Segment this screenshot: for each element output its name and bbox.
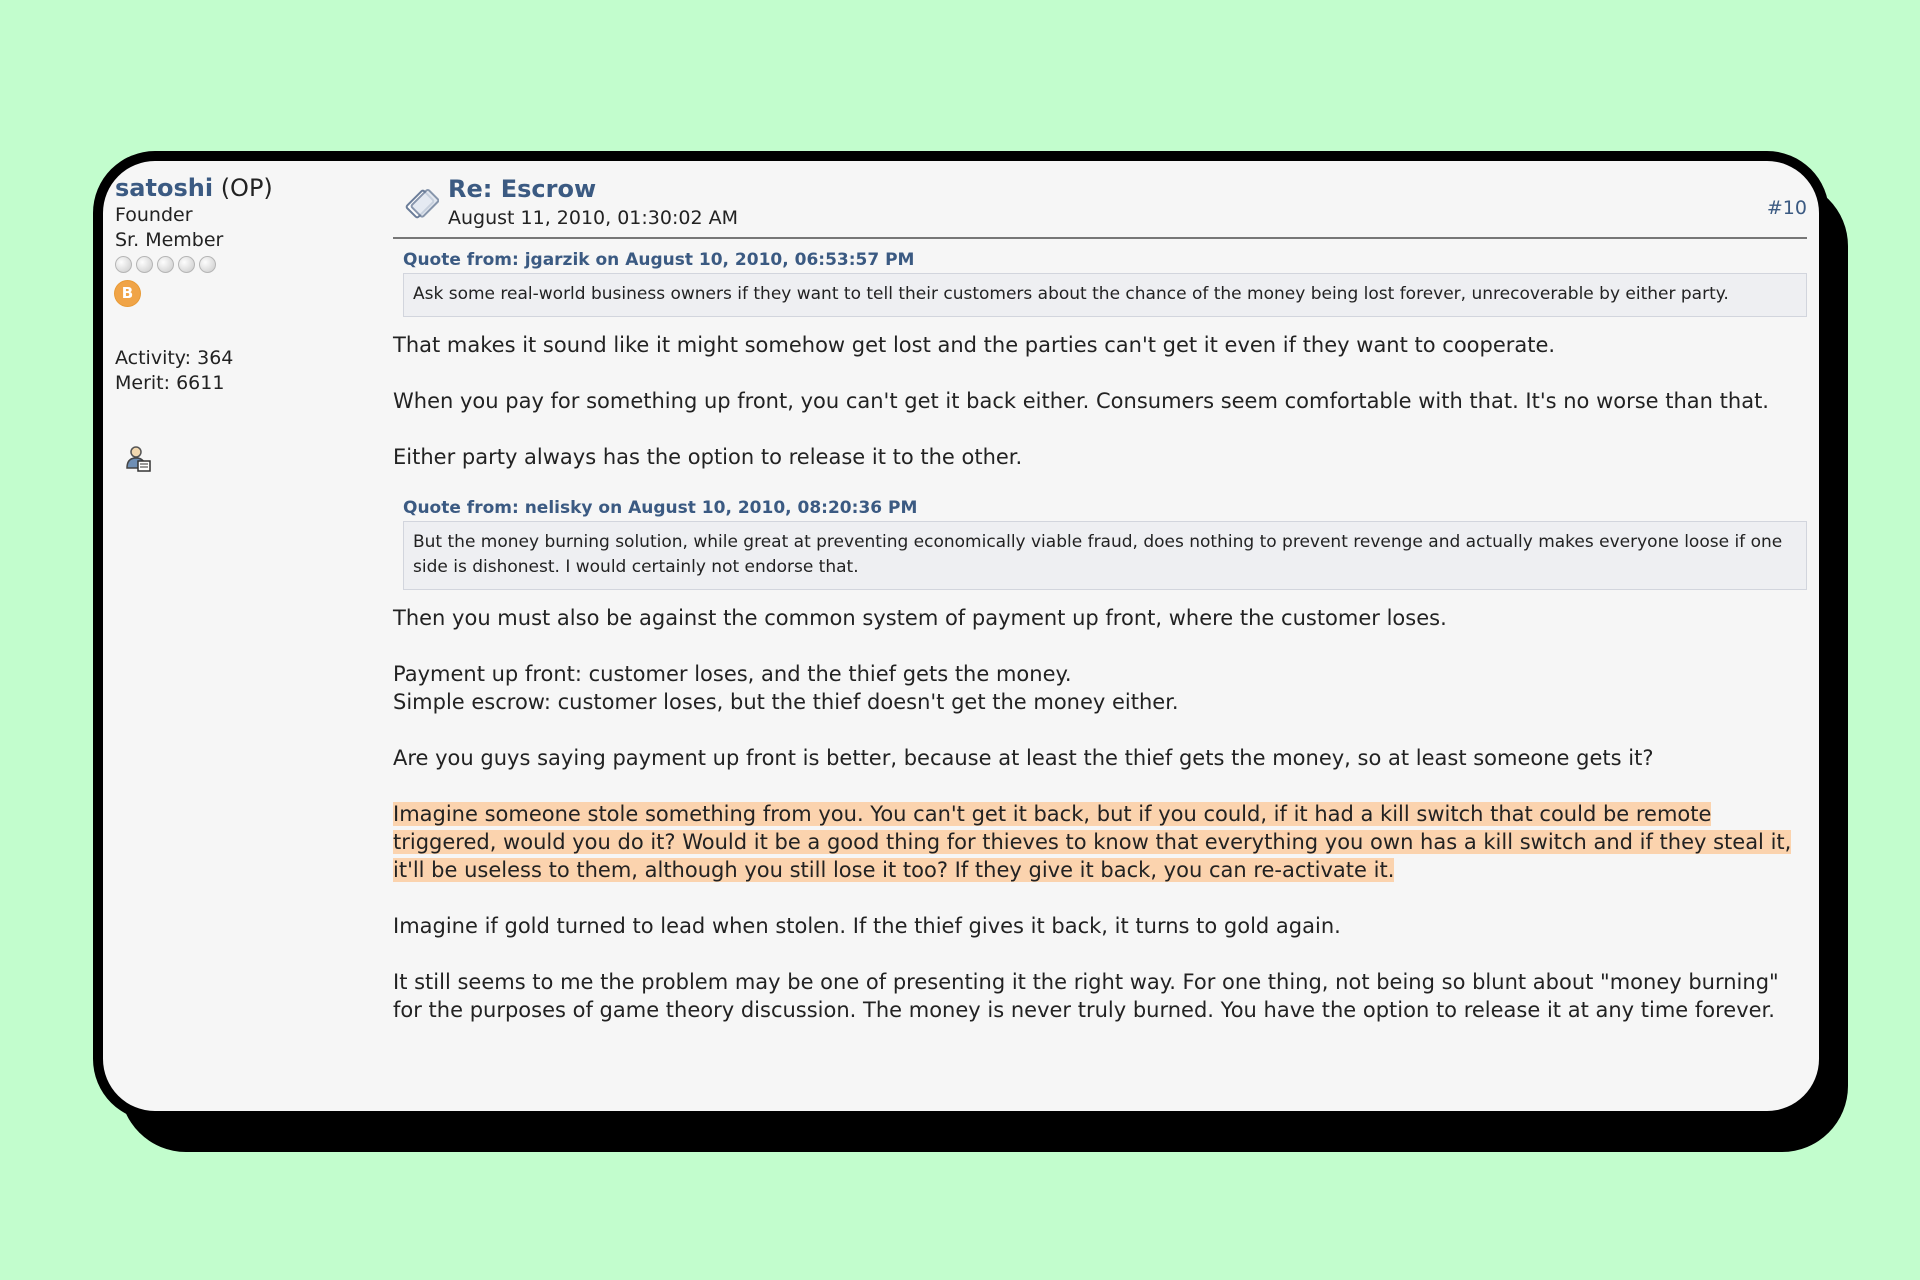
post-number-link[interactable]: #10	[1766, 197, 1807, 219]
quote-box: Ask some real-world business owners if they want to tell their customers about the chance of the money being lost forever, unrecoverable by either party.	[403, 273, 1807, 317]
post-paragraph: Then you must also be against the common system of payment up front, where the customer loses.	[393, 606, 1447, 630]
post-paragraph: Imagine if gold turned to lead when stolen. If the thief gives it back, it turns to gold again.	[393, 914, 1341, 938]
post-title-link[interactable]: Re: Escrow	[448, 175, 597, 203]
poster-member-level: Sr. Member	[115, 229, 224, 251]
rank-star-icon	[157, 256, 174, 273]
post-paragraph: Are you guys saying payment up front is better, because at least the thief gets the money, so at least someone gets it?	[393, 746, 1654, 770]
post-paragraph: That makes it sound like it might somehow get lost and the parties can't get it even if they want to cooperate.	[393, 333, 1556, 357]
poster-info	[115, 173, 375, 474]
post-card	[93, 151, 1829, 1121]
rank-star-icon	[115, 256, 132, 273]
poster-name-line	[115, 173, 375, 203]
rank-star-icon	[199, 256, 216, 273]
post-paragraph: When you pay for something up front, you can't get it back either. Consumers seem comfortable with that. It's no worse than that.	[393, 389, 1769, 413]
quote-box: But the money burning solution, while great at preventing economically viable fraud, does nothing to prevent revenge and actually makes everyone loose if one side is dishonest. I would certainly not endorse that.	[403, 521, 1807, 590]
poster-merit: Merit: 6611	[115, 372, 225, 394]
post-line: Payment up front: customer loses, and the thief gets the money.	[393, 662, 1072, 686]
view-profile-icon[interactable]	[123, 444, 153, 474]
rank-stars	[115, 256, 375, 273]
poster-stats	[115, 346, 375, 396]
rank-star-icon	[178, 256, 195, 273]
post-paragraph: Either party always has the option to release it to the other.	[393, 445, 1023, 469]
highlighted-text: Imagine someone stole something from you. You can't get it back, but if you could, if it had a kill switch that could be remote triggered, would you do it? Would it be a good thing for thieves to know that everything you own has a kill switch and if they steal it, it'll be useless to them, although you still lose it too? If they give it back, you can re-activate it.	[393, 802, 1792, 882]
quote-header-link[interactable]: Quote from: nelisky on August 10, 2010, 08:20:36 PM	[403, 498, 918, 518]
post-paragraph: It still seems to me the problem may be one of presenting it the right way. For one thing, not being so blunt about "money burning" for the purposes of game theory discussion. The money is never truly burned. You have the option to release it at any time forever.	[393, 970, 1779, 1022]
bitcoin-badge-icon: B	[115, 281, 140, 306]
post-line: Simple escrow: customer loses, but the thief doesn't get the money either.	[393, 690, 1179, 714]
poster-activity: Activity: 364	[115, 347, 234, 369]
poster-rank: Founder	[115, 204, 193, 226]
rank-star-icon	[136, 256, 153, 273]
topic-icon	[401, 185, 439, 223]
post-card-content	[103, 161, 1819, 1111]
op-tag: (OP)	[220, 174, 273, 202]
post-header	[393, 173, 1807, 239]
poster-username-link[interactable]: satoshi	[115, 174, 214, 202]
post-body	[393, 173, 1807, 1024]
post-date: August 11, 2010, 01:30:02 AM	[448, 207, 738, 229]
post-paragraph-highlighted	[393, 800, 1807, 884]
quote-header-link[interactable]: Quote from: jgarzik on August 10, 2010, 06:53:57 PM	[403, 250, 915, 270]
post-paragraph	[393, 660, 1807, 716]
